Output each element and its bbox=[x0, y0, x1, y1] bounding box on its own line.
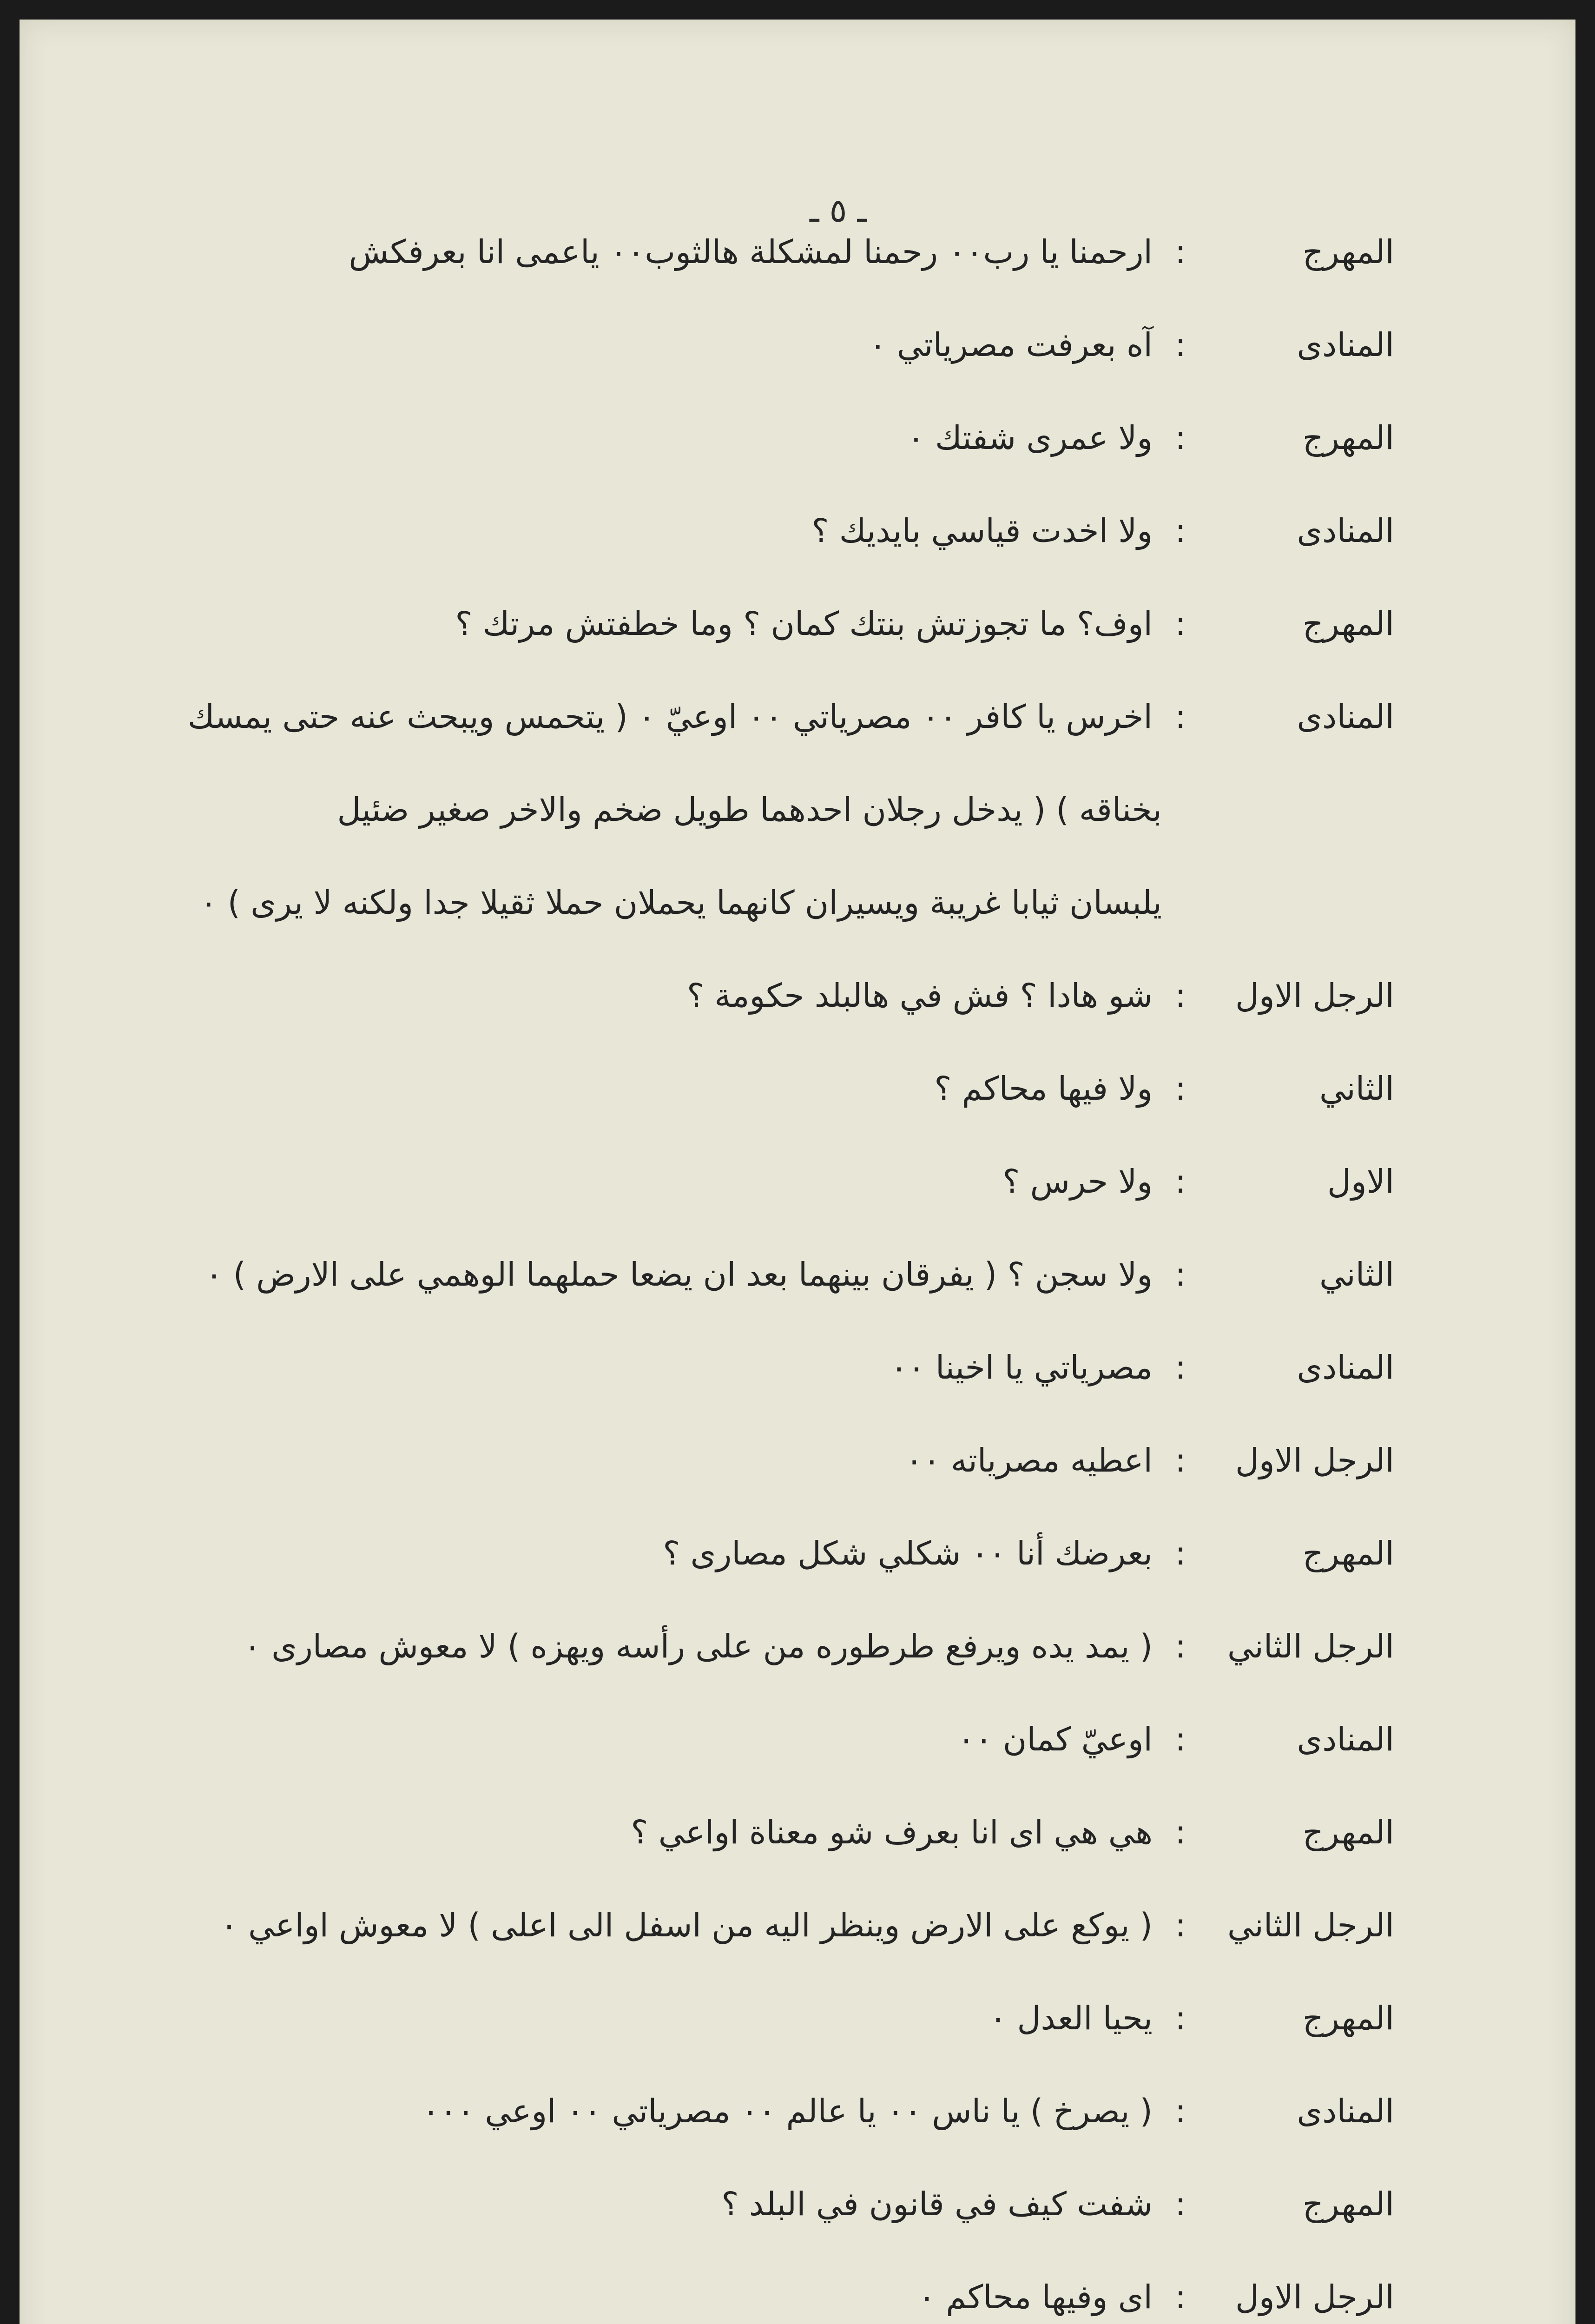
dialogue-line bbox=[811, 503, 1394, 559]
speaker-name: الثاني bbox=[1319, 1255, 1394, 1294]
dialogue-line bbox=[188, 689, 1394, 745]
colon-separator: : bbox=[1175, 1627, 1186, 1665]
colon-separator: : bbox=[1175, 2278, 1186, 2316]
dialogue-line bbox=[918, 2269, 1394, 2324]
speaker-name: المهرج bbox=[1302, 2185, 1394, 2223]
speaker-name: المهرج bbox=[1302, 1999, 1394, 2037]
dialogue-line bbox=[244, 1618, 1394, 1674]
dialogue-text: آه بعرفت مصرياتي ٠ bbox=[869, 326, 1153, 364]
colon-separator: : bbox=[1175, 1906, 1186, 1944]
dialogue-text: ارحمنا يا رب٠٠ رحمنا لمشكلة هالثوب٠٠ ياعمى انا بعرفكش bbox=[349, 233, 1153, 271]
speaker-name: المهرج bbox=[1302, 1813, 1394, 1851]
document-page bbox=[20, 20, 1575, 2324]
dialogue-line bbox=[663, 1525, 1394, 1581]
speaker-name: الرجل الاول bbox=[1235, 977, 1394, 1015]
speaker-name: المنادى bbox=[1297, 512, 1394, 550]
stage-direction-line bbox=[200, 875, 1162, 931]
dialogue-text: ولا حرس ؟ bbox=[1002, 1162, 1153, 1201]
colon-separator: : bbox=[1175, 233, 1186, 271]
dialogue-line bbox=[205, 1247, 1394, 1302]
colon-separator: : bbox=[1175, 1813, 1186, 1851]
speaker-name: المهرج bbox=[1302, 1534, 1394, 1572]
speaker-name: المنادى bbox=[1297, 1348, 1394, 1386]
colon-separator: : bbox=[1175, 698, 1186, 736]
dialogue-text: هي هي اى انا بعرف شو معناة اواعي ؟ bbox=[631, 1813, 1153, 1851]
dialogue-line bbox=[869, 317, 1394, 373]
dialogue-line bbox=[455, 596, 1394, 652]
colon-separator: : bbox=[1175, 977, 1186, 1015]
dialogue-line bbox=[422, 2083, 1394, 2139]
colon-separator: : bbox=[1175, 1348, 1186, 1386]
dialogue-text: ( يوكع على الارض وينظر اليه من اسفل الى اعلى ) لا معوش اواعي ٠ bbox=[220, 1906, 1153, 1944]
dialogue-text: ( يصرخ ) يا ناس ٠٠ يا عالم ٠٠ مصرياتي ٠٠ اوعي ٠٠٠ bbox=[422, 2092, 1153, 2130]
colon-separator: : bbox=[1175, 1070, 1186, 1108]
dialogue-line bbox=[907, 410, 1394, 466]
speaker-name: الرجل الثاني bbox=[1227, 1906, 1394, 1944]
dialogue-text: بعرضك أنا ٠٠ شكلي شكل مصارى ؟ bbox=[663, 1534, 1153, 1572]
colon-separator: : bbox=[1175, 2185, 1186, 2223]
colon-separator: : bbox=[1175, 1162, 1186, 1201]
dialogue-line bbox=[721, 2176, 1394, 2232]
stage-direction-text: بخناقه ) ( يدخل رجلان احدهما طويل ضخم والاخر صغير ضئيل bbox=[337, 791, 1162, 829]
dialogue-line bbox=[631, 1804, 1394, 1860]
colon-separator: : bbox=[1175, 512, 1186, 550]
dialogue-line bbox=[905, 1433, 1394, 1488]
dialogue-text: اوف؟ ما تجوزتش بنتك كمان ؟ وما خطفتش مرتك ؟ bbox=[455, 605, 1153, 643]
dialogue-text: ( يمد يده ويرفع طرطوره من على رأسه ويهزه ) لا معوش مصارى ٠ bbox=[244, 1627, 1153, 1665]
dialogue-text: اخرس يا كافر ٠٠ مصرياتي ٠٠ اوعيّ ٠ ( يتحمس ويبحث عنه حتى يمسك bbox=[187, 698, 1153, 736]
colon-separator: : bbox=[1175, 419, 1186, 457]
stage-direction-line bbox=[337, 782, 1162, 838]
dialogue-line bbox=[934, 1061, 1394, 1116]
dialogue-text: شفت كيف في قانون في البلد ؟ bbox=[721, 2185, 1153, 2223]
speaker-name: الرجل الاول bbox=[1235, 1441, 1394, 1479]
dialogue-line bbox=[1002, 1154, 1394, 1209]
colon-separator: : bbox=[1175, 1534, 1186, 1572]
dialogue-text: ولا عمرى شفتك ٠ bbox=[907, 419, 1153, 457]
stage-direction-text: يلبسان ثيابا غريبة ويسيران كانهما يحملان حملا ثقيلا جدا ولكنه لا يرى ) ٠ bbox=[199, 884, 1162, 922]
speaker-name: المنادى bbox=[1297, 698, 1394, 736]
speaker-name: الرجل الثاني bbox=[1227, 1627, 1394, 1665]
dialogue-text: اعطيه مصرياته ٠٠ bbox=[905, 1441, 1153, 1479]
dialogue-line bbox=[220, 1897, 1394, 1953]
page-number: ـ ٥ ـ bbox=[810, 191, 867, 230]
colon-separator: : bbox=[1175, 1720, 1186, 1758]
dialogue-line bbox=[890, 1340, 1394, 1395]
speaker-name: المهرج bbox=[1302, 605, 1394, 643]
speaker-name: الثاني bbox=[1319, 1070, 1394, 1108]
speaker-name: الرجل الاول bbox=[1235, 2278, 1394, 2316]
speaker-name: المنادى bbox=[1297, 2092, 1394, 2130]
colon-separator: : bbox=[1175, 605, 1186, 643]
speaker-name: المنادى bbox=[1297, 1720, 1394, 1758]
dialogue-line bbox=[989, 1990, 1394, 2046]
dialogue-text: مصرياتي يا اخينا ٠٠ bbox=[890, 1348, 1153, 1386]
colon-separator: : bbox=[1175, 1255, 1186, 1294]
colon-separator: : bbox=[1175, 1441, 1186, 1479]
dialogue-text: يحيا العدل ٠ bbox=[989, 1999, 1153, 2037]
speaker-name: الاول bbox=[1327, 1162, 1394, 1201]
dialogue-line bbox=[687, 968, 1394, 1023]
speaker-name: المهرج bbox=[1302, 419, 1394, 457]
speaker-name: المهرج bbox=[1302, 233, 1394, 271]
dialogue-line bbox=[349, 224, 1394, 280]
colon-separator: : bbox=[1175, 326, 1186, 364]
colon-separator: : bbox=[1175, 1999, 1186, 2037]
dialogue-text: اى وفيها محاكم ٠ bbox=[918, 2278, 1153, 2316]
dialogue-text: شو هادا ؟ فش في هالبلد حكومة ؟ bbox=[687, 977, 1153, 1015]
dialogue-text: ولا فيها محاكم ؟ bbox=[934, 1070, 1153, 1108]
dialogue-text: ولا اخدت قياسي بايديك ؟ bbox=[811, 512, 1153, 550]
dialogue-text: ولا سجن ؟ ( يفرقان بينهما بعد ان يضعا حملهما الوهمي على الارض ) ٠ bbox=[205, 1255, 1153, 1294]
speaker-name: المنادى bbox=[1297, 326, 1394, 364]
dialogue-text: اوعيّ كمان ٠٠ bbox=[957, 1720, 1153, 1758]
colon-separator: : bbox=[1175, 2092, 1186, 2130]
dialogue-line bbox=[957, 1711, 1394, 1767]
